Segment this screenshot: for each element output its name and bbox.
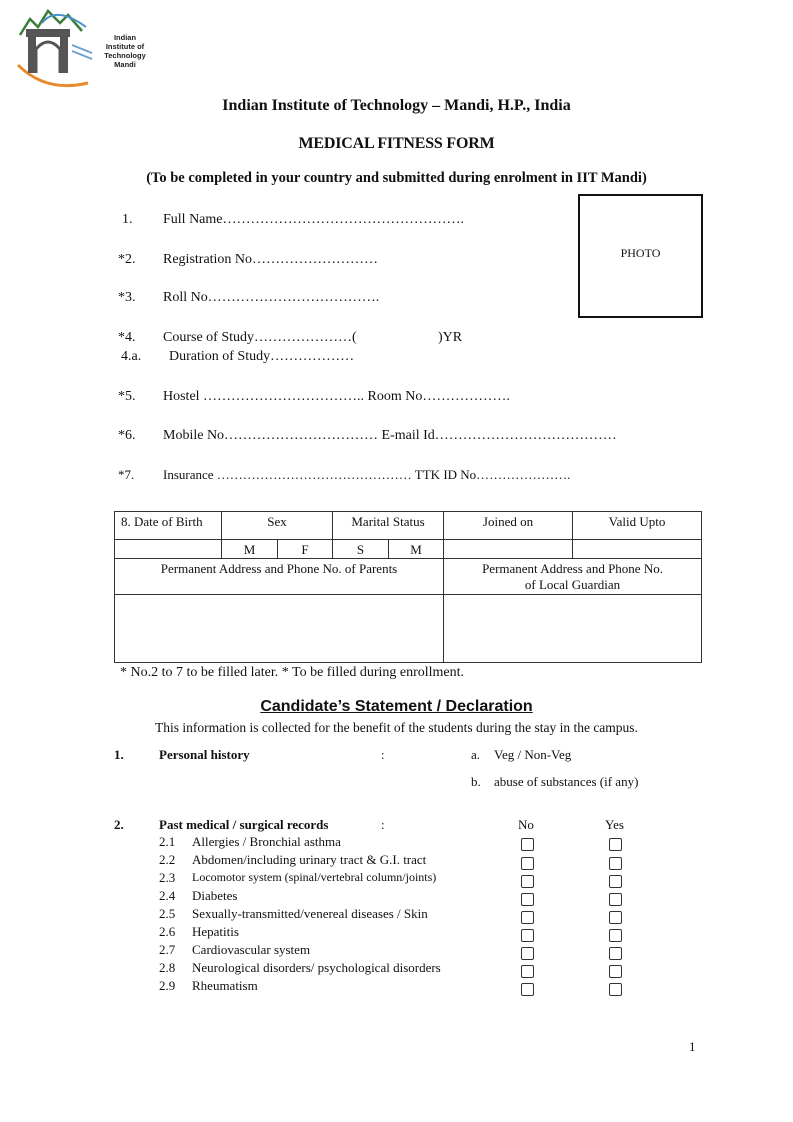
yes-checkbox[interactable] xyxy=(609,983,622,996)
dob-cell[interactable] xyxy=(115,540,222,559)
option-letter: a. xyxy=(471,747,481,762)
record-label: Hepatitis xyxy=(192,924,239,939)
logo-gate-icon xyxy=(16,5,96,93)
yes-checkbox[interactable] xyxy=(609,875,622,888)
guardian-address-cell[interactable] xyxy=(444,595,702,663)
field-number: 1. xyxy=(122,212,133,227)
record-number: 2.4 xyxy=(159,888,176,903)
no-checkbox[interactable] xyxy=(521,947,534,960)
parents-address-cell[interactable] xyxy=(115,595,444,663)
yes-checkbox[interactable] xyxy=(609,947,622,960)
course-of-study-field[interactable]: Course of Study…………………( xyxy=(163,330,357,345)
colon: : xyxy=(381,817,385,832)
fill-note: * No.2 to 7 to be filled later. * To be filled during enrollment. xyxy=(120,665,465,680)
joined-on-header: Joined on xyxy=(444,512,573,540)
yes-checkbox[interactable] xyxy=(609,911,622,924)
joined-on-cell[interactable] xyxy=(444,540,573,559)
parents-address-header: Permanent Address and Phone No. of Parents xyxy=(115,559,444,595)
field-number: *3. xyxy=(118,290,136,305)
record-number: 2.9 xyxy=(159,978,176,993)
record-label: Diabetes xyxy=(192,888,238,903)
personal-history-label: Personal history xyxy=(159,747,250,762)
no-checkbox[interactable] xyxy=(521,893,534,906)
no-checkbox[interactable] xyxy=(521,965,534,978)
sex-header: Sex xyxy=(222,512,333,540)
no-checkbox[interactable] xyxy=(521,875,534,888)
guardian-header-line: Permanent Address and Phone No. xyxy=(482,561,663,576)
field-number: 4.a. xyxy=(121,349,142,364)
medical-record-row xyxy=(0,834,793,852)
medical-record-row xyxy=(0,906,793,924)
colon: : xyxy=(381,747,385,762)
no-checkbox[interactable] xyxy=(521,929,534,942)
personal-info-table xyxy=(114,511,702,663)
marital-s-option[interactable]: S xyxy=(333,540,389,559)
no-checkbox[interactable] xyxy=(521,911,534,924)
no-column-header: No xyxy=(518,817,534,832)
medical-record-row xyxy=(0,978,793,996)
record-number: 2.8 xyxy=(159,960,176,975)
no-checkbox[interactable] xyxy=(521,838,534,851)
iit-mandi-logo xyxy=(16,5,146,93)
record-number: 2.1 xyxy=(159,834,176,849)
registration-no-field[interactable]: Registration No……………………… xyxy=(163,252,379,267)
field-number: *6. xyxy=(118,428,136,443)
marital-status-header: Marital Status xyxy=(333,512,444,540)
sex-f-option[interactable]: F xyxy=(278,540,333,559)
form-instruction: (To be completed in your country and submitted during enrolment in IIT Mandi) xyxy=(146,170,647,186)
veg-nonveg-field[interactable]: Veg / Non-Veg xyxy=(494,747,572,762)
record-label: Neurological disorders/ psychological disorders xyxy=(192,960,441,975)
course-year-suffix: )YR xyxy=(438,330,463,345)
photo-label: PHOTO xyxy=(620,245,661,260)
marital-m-option[interactable]: M xyxy=(389,540,444,559)
medical-record-row xyxy=(0,960,793,978)
record-label: Allergies / Bronchial asthma xyxy=(192,834,341,849)
record-label: Abdomen/including urinary tract & G.I. tract xyxy=(192,852,427,867)
yes-checkbox[interactable] xyxy=(609,857,622,870)
medical-record-row xyxy=(0,942,793,960)
yes-checkbox[interactable] xyxy=(609,929,622,942)
yes-column-header: Yes xyxy=(605,817,624,832)
record-label: Rheumatism xyxy=(192,978,258,993)
hostel-room-field[interactable]: Hostel …………………………….. Room No………………. xyxy=(163,389,510,404)
institute-title: Indian Institute of Technology – Mandi, H.P., India xyxy=(222,97,571,114)
photo-box[interactable] xyxy=(578,194,703,318)
duration-of-study-field[interactable]: Duration of Study……………… xyxy=(169,349,355,364)
sex-m-option[interactable]: M xyxy=(222,540,278,559)
section-number: 2. xyxy=(114,817,124,832)
form-title: MEDICAL FITNESS FORM xyxy=(298,135,495,152)
record-number: 2.7 xyxy=(159,942,176,957)
page-number: 1 xyxy=(689,1039,696,1054)
field-number: *4. xyxy=(118,330,136,345)
no-checkbox[interactable] xyxy=(521,983,534,996)
guardian-header-line: of Local Guardian xyxy=(524,577,621,592)
medical-record-row xyxy=(0,870,793,888)
yes-checkbox[interactable] xyxy=(609,893,622,906)
logo-line: Institute of xyxy=(105,42,145,51)
logo-line: Technology xyxy=(104,51,146,60)
field-number: *7. xyxy=(118,467,135,482)
full-name-field[interactable]: Full Name……………………………………………. xyxy=(163,212,464,227)
field-number: *5. xyxy=(118,389,136,404)
dob-header: 8. Date of Birth xyxy=(115,512,222,540)
record-number: 2.3 xyxy=(159,870,176,885)
logo-line: Indian xyxy=(113,33,137,42)
medical-record-row xyxy=(0,888,793,906)
record-number: 2.5 xyxy=(159,906,176,921)
insurance-ttk-field[interactable]: Insurance ……………………………………… TTK ID No…………………. xyxy=(163,467,571,482)
record-number: 2.6 xyxy=(159,924,176,939)
medical-record-row xyxy=(0,852,793,870)
logo-line: Mandi xyxy=(114,60,136,69)
past-medical-records-label: Past medical / surgical records xyxy=(159,817,329,832)
yes-checkbox[interactable] xyxy=(609,838,622,851)
field-number: *2. xyxy=(118,252,136,267)
no-checkbox[interactable] xyxy=(521,857,534,870)
mobile-email-field[interactable]: Mobile No…………………………… E-mail Id………………………………… xyxy=(163,428,617,443)
valid-upto-header: Valid Upto xyxy=(573,512,702,540)
valid-upto-cell[interactable] xyxy=(573,540,702,559)
declaration-subtitle: This information is collected for the benefit of the students during the stay in the campus. xyxy=(155,720,638,735)
record-label: Cardiovascular system xyxy=(192,942,311,957)
logo-text xyxy=(95,33,155,69)
substance-abuse-field[interactable]: abuse of substances (if any) xyxy=(494,774,639,789)
medical-record-row xyxy=(0,924,793,942)
roll-no-field[interactable]: Roll No………………………………. xyxy=(163,290,380,305)
section-number: 1. xyxy=(114,747,124,762)
declaration-title: Candidate’s Statement / Declaration xyxy=(260,698,533,715)
record-label: Sexually-transmitted/venereal diseases / Skin xyxy=(192,906,428,921)
option-letter: b. xyxy=(471,774,481,789)
yes-checkbox[interactable] xyxy=(609,965,622,978)
record-label: Locomotor system (spinal/vertebral column/joints) xyxy=(192,870,437,884)
record-number: 2.2 xyxy=(159,852,176,867)
guardian-address-header xyxy=(444,559,702,595)
